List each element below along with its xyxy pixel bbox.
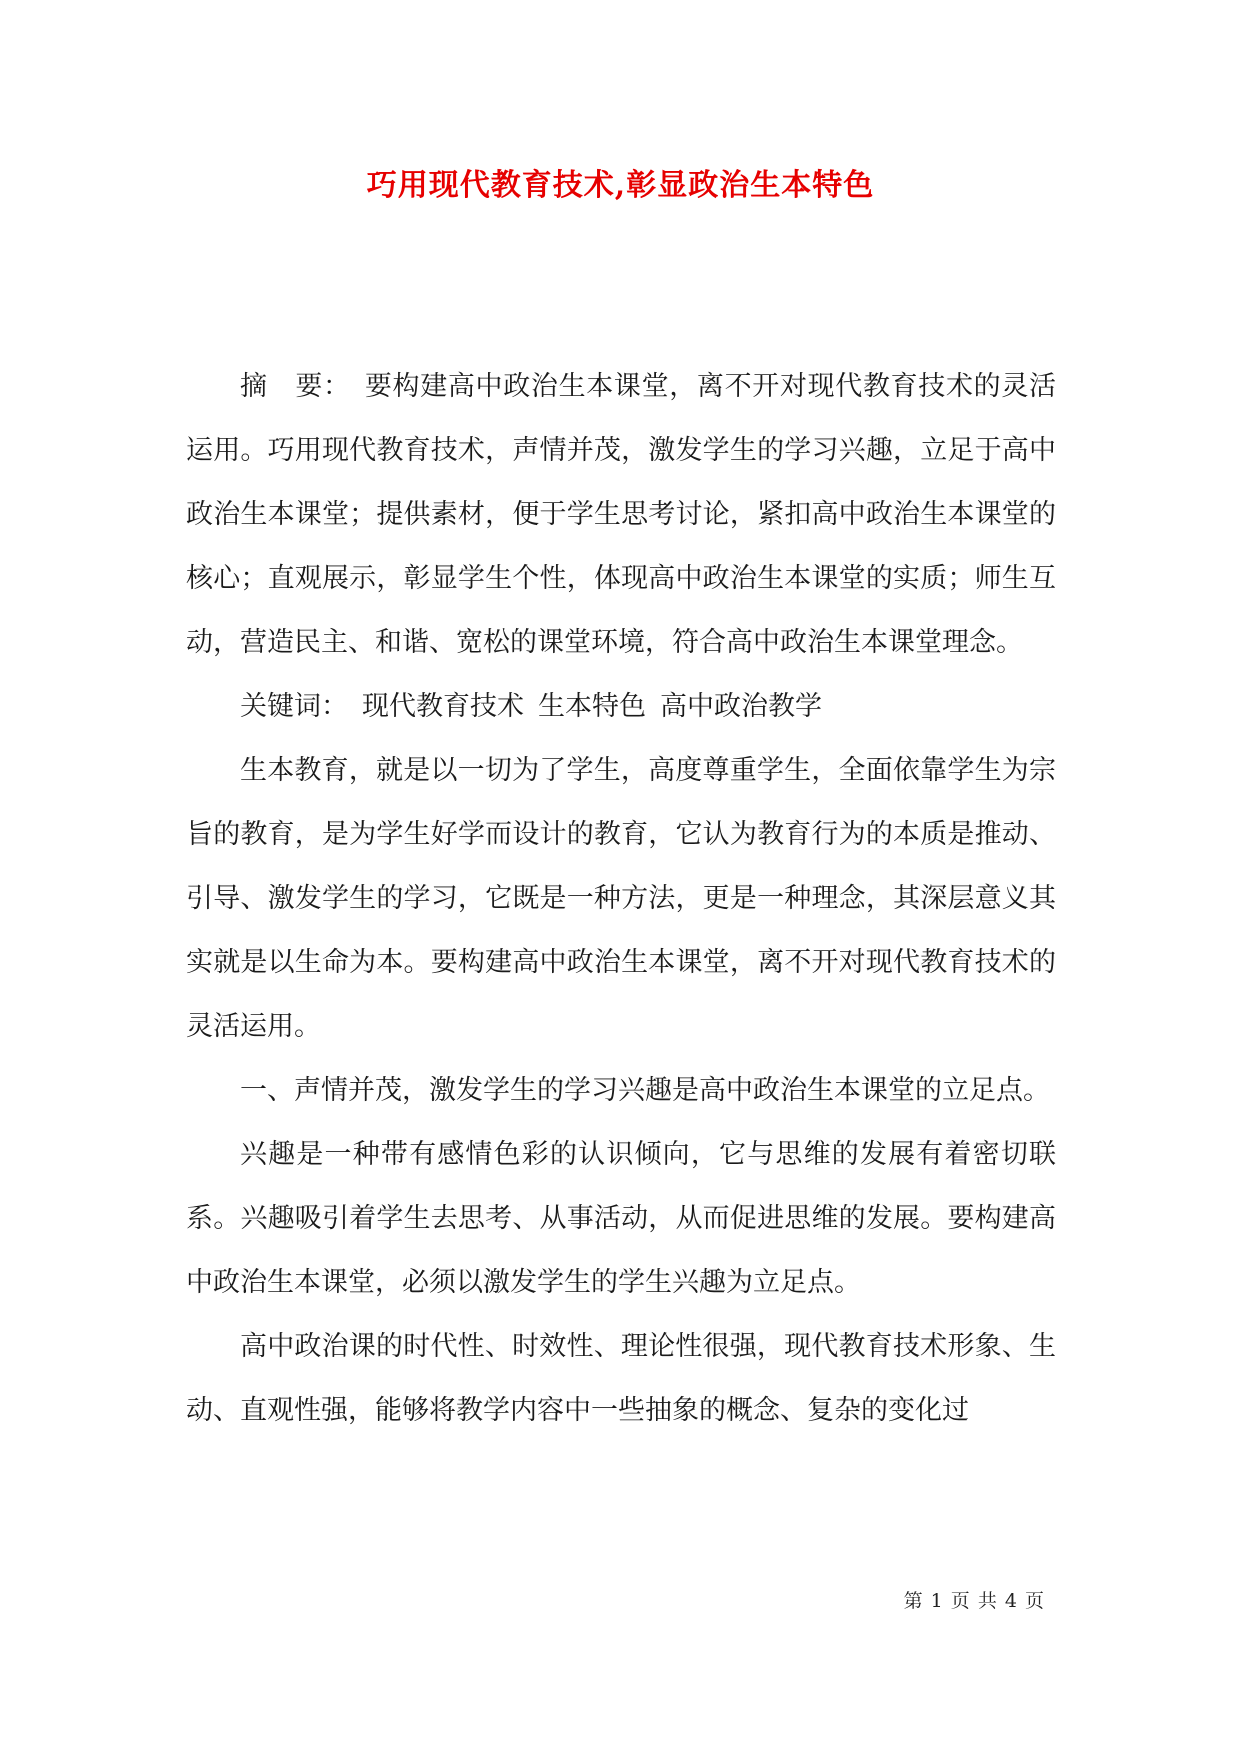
keyword-item: 高中政治教学 (660, 691, 822, 722)
abstract-paragraph: 摘 要： 要构建高中政治生本课堂，离不开对现代教育技术的灵活运用。巧用现代教育技术，声情并茂，激发学生的学习兴趣，立足于高中政治生本课堂；提供素材，便于学生思考讨论，紧扣高中政治生本课堂的核心；直观展示，彰显学生个性，体现高中政治生本课堂的实质；师生互动，营造民主、和谐、宽松的课堂环境，符合高中政治生本课堂理念。 (186, 371, 1056, 658)
document-body (186, 355, 1056, 1443)
keywords-label: 关键词： (240, 691, 348, 722)
section-heading-paragraph: 一、声情并茂，激发学生的学习兴趣是高中政治生本课堂的立足点。 (240, 1075, 1050, 1106)
body-paragraph: 兴趣是一种带有感情色彩的认识倾向，它与思维的发展有着密切联系。兴趣吸引着学生去思考、从事活动，从而促进思维的发展。要构建高中政治生本课堂，必须以激发学生的学生兴趣为立足点。 (186, 1139, 1056, 1298)
keyword-item: 现代教育技术 (362, 691, 524, 722)
body-paragraph: 生本教育，就是以一切为了学生，高度尊重学生，全面依靠学生为宗旨的教育，是为学生好学而设计的教育，它认为教育行为的本质是推动、引导、激发学生的学习，它既是一种方法，更是一种理念，其深层意义其实就是以生命为本。要构建高中政治生本课堂，离不开对现代教育技术的灵活运用。 (186, 755, 1056, 1042)
document-title: 巧用现代教育技术,彰显政治生本特色 (366, 168, 875, 203)
keywords-line (186, 675, 1056, 739)
keyword-item: 生本特色 (538, 691, 646, 722)
body-paragraph: 高中政治课的时代性、时效性、理论性很强，现代教育技术形象、生动、直观性强，能够将教学内容中一些抽象的概念、复杂的变化过 (186, 1331, 1056, 1426)
page-number-footer: 第 1 页 共 4 页 (903, 1590, 1045, 1612)
